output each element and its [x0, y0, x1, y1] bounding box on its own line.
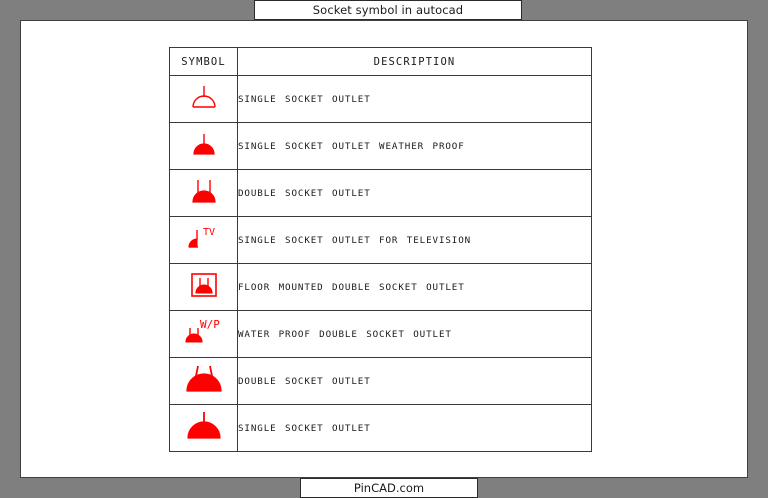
symbol-cell — [170, 217, 238, 264]
table-row — [170, 76, 592, 123]
footer-bar — [300, 478, 478, 498]
symbol-annotation-tv: TV — [202, 226, 215, 238]
table-row — [170, 170, 592, 217]
column-header-symbol: SYMBOL — [170, 48, 238, 76]
description-cell: SINGLE SOCKET OUTLET FOR TELEVISION — [238, 217, 592, 264]
description-cell: DOUBLE SOCKET OUTLET — [238, 170, 592, 217]
double-socket-outlet-large-symbol — [181, 360, 227, 398]
symbol-cell — [170, 123, 238, 170]
description-cell: SINGLE SOCKET OUTLET WEATHER PROOF — [238, 123, 592, 170]
table-row — [170, 123, 592, 170]
single-socket-outlet-weather-proof-symbol — [187, 129, 221, 159]
symbol-annotation-wp: W/P — [199, 317, 220, 331]
drawing-sheet — [20, 20, 748, 478]
column-header-description: DESCRIPTION — [238, 48, 592, 76]
table-row — [170, 217, 592, 264]
floor-mounted-double-socket-outlet-symbol — [189, 270, 219, 300]
symbol-cell — [170, 170, 238, 217]
table-row — [170, 311, 592, 358]
socket-symbol-legend-table — [169, 47, 592, 452]
description-cell: SINGLE SOCKET OUTLET — [238, 76, 592, 123]
title-bar — [254, 0, 522, 20]
description-cell: FLOOR MOUNTED DOUBLE SOCKET OUTLET — [238, 264, 592, 311]
table-row — [170, 358, 592, 405]
table-row — [170, 264, 592, 311]
footer-watermark: PinCAD.com — [353, 481, 425, 495]
description-cell: WATER PROOF DOUBLE SOCKET OUTLET — [238, 311, 592, 358]
symbol-cell — [170, 76, 238, 123]
table-header-row — [170, 48, 592, 76]
single-socket-outlet-symbol — [187, 82, 221, 112]
double-socket-outlet-symbol — [187, 175, 221, 207]
water-proof-double-socket-outlet-symbol — [181, 317, 227, 347]
symbol-cell — [170, 264, 238, 311]
symbol-cell — [170, 358, 238, 405]
description-cell: SINGLE SOCKET OUTLET — [238, 405, 592, 452]
page-title: Socket symbol in autocad — [312, 3, 464, 17]
symbol-cell — [170, 405, 238, 452]
single-socket-outlet-television-symbol — [184, 223, 224, 253]
table-row — [170, 405, 592, 452]
single-socket-outlet-large-symbol — [181, 407, 227, 445]
symbol-cell — [170, 311, 238, 358]
description-cell: DOUBLE SOCKET OUTLET — [238, 358, 592, 405]
